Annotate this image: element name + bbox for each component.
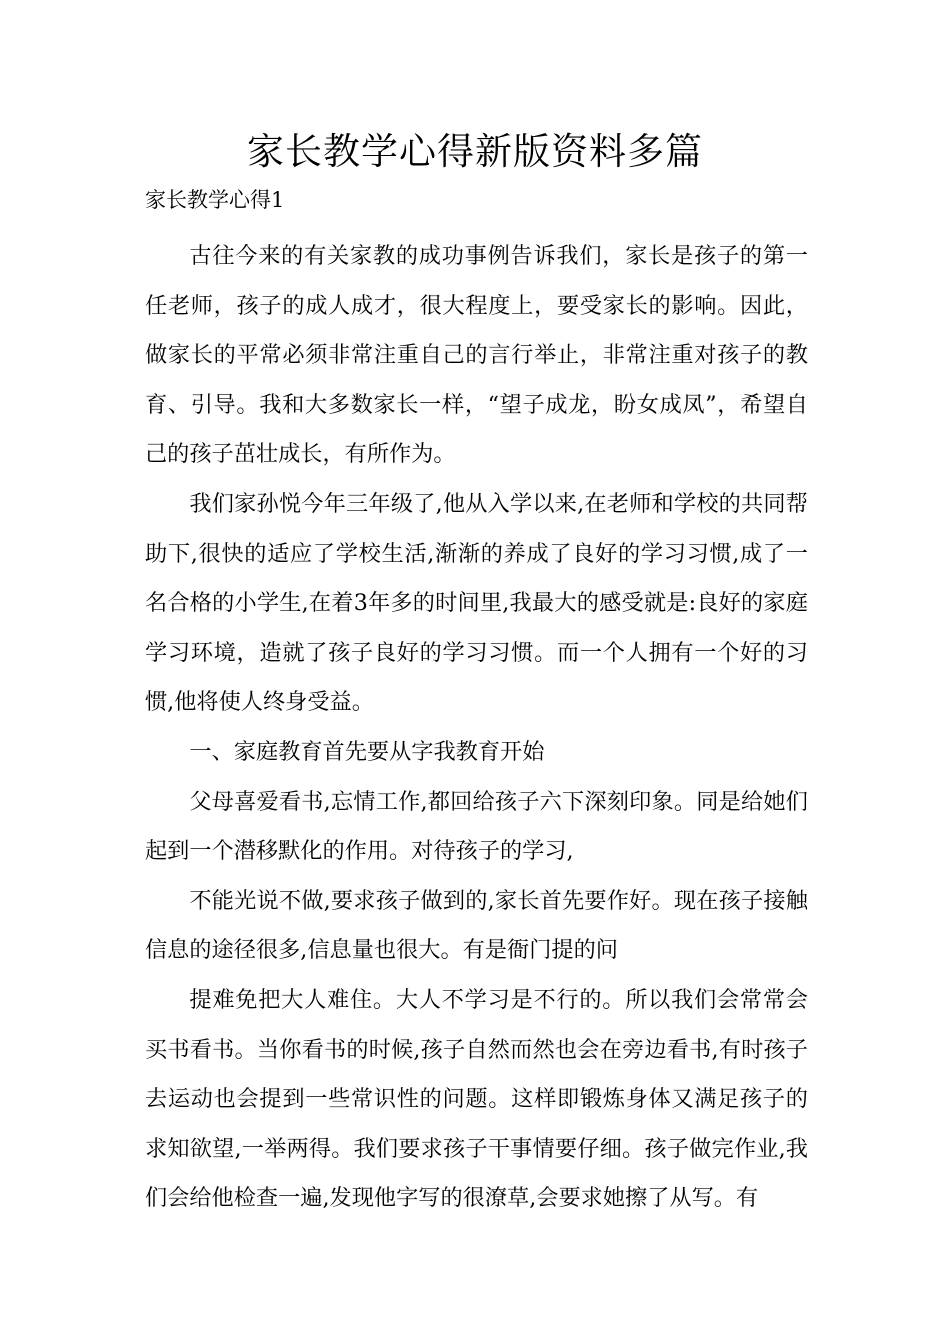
paragraph: 一、家庭教育首先要从字我教育开始 xyxy=(189,738,545,765)
document-body xyxy=(145,232,808,1224)
section-heading: 家长教学心得1 xyxy=(145,188,285,212)
document-title: 家长教学心得新版资料多篇 xyxy=(247,130,703,173)
paragraph: 提难免把大人难住。大人不学习是不行的。所以我们会常常会买书看书。当你看书的时候,孩子自然而然也会在旁边看书,有时孩子去运动也会提到一些常识性的问题。这样即锻炼身体又满足孩子的求知欲望,一举两得。我们要求孩子干事情要仔细。孩子做完作业,我们会给他检查一遍,发现他字写的很潦草,会要求她擦了从写。有 xyxy=(145,986,808,1212)
paragraph: 不能光说不做,要求孩子做到的,家长首先要作好。现在孩子接触信息的途径很多,信息量也很大。有是衙门提的问 xyxy=(145,887,808,964)
paragraph: 父母喜爱看书,忘情工作,都回给孩子六下深刻印象。同是给她们起到一个潜移默化的作用。对待孩子的学习, xyxy=(145,788,808,865)
paragraph: 古往今来的有关家教的成功事例告诉我们，家长是孩子的第一任老师，孩子的成人成才，很大程度上，要受家长的影响。因此，做家长的平常必须非常注重自己的言行举止，非常注重对孩子的教育、引导。我和大多数家长一样，“望子成龙，盼女成凤”，希望自己的孩子茁壮成长，有所作为。 xyxy=(145,243,808,468)
paragraph: 我们家孙悦今年三年级了,他从入学以来,在老师和学校的共同帮助下,很快的适应了学校生活,渐渐的养成了良好的学习习惯,成了一名合格的小学生,在着3年多的时间里,我最大的感受就是:良好的家庭学习环境，造就了孩子良好的学习习惯。而一个人拥有一个好的习惯,他将使人终身受益。 xyxy=(145,490,808,716)
